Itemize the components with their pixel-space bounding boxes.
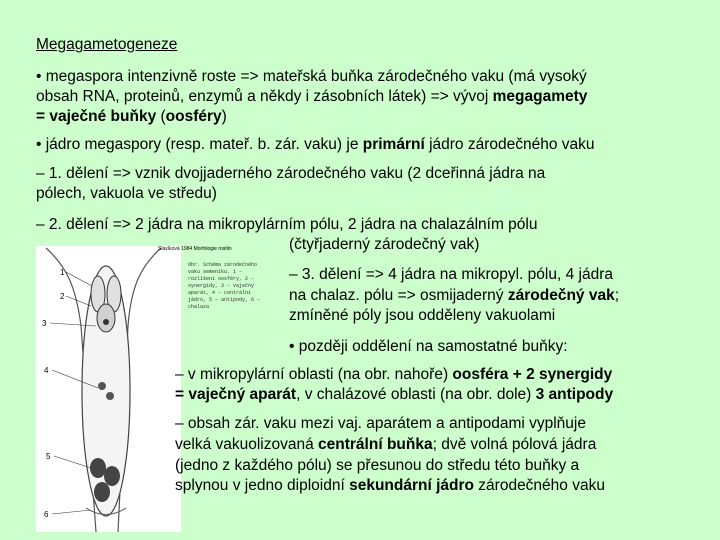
paragraph-deleni2-line1: – 2. dělení => 2 jádra na mikropylárním pólu, 2 jádra na chalazálním pólu [36, 216, 538, 233]
term-oosfera-synergidy: oosféra + 2 synergidy [452, 366, 613, 383]
text: • jádro megaspory (resp. mateř. b. zár. vaku) je [36, 136, 363, 153]
figure-label-6: 6 [44, 510, 49, 519]
figure-label-5: 5 [46, 452, 51, 461]
paragraph-obsah-line4 [175, 475, 605, 497]
figure-label-3: 3 [42, 319, 47, 328]
figure-label-1: 1 [60, 268, 65, 277]
paragraph-megaspora-line2 [36, 86, 587, 108]
paragraph-pozdeji: • později oddělení na samostatné buňky: [289, 338, 568, 355]
antipode-1 [90, 458, 106, 478]
antipode-2 [104, 466, 120, 486]
text: ) [221, 108, 227, 125]
paragraph-jadro [36, 134, 595, 156]
egg-cell [97, 304, 115, 332]
leader-line [52, 510, 91, 514]
text: ; [614, 287, 620, 304]
antipode-3 [94, 482, 110, 502]
figure-label-4: 4 [44, 366, 49, 375]
polar-nucleus-upper [98, 382, 106, 390]
text: obsah RNA, proteinů, enzymů a někdy i zásobních látek) => vývoj [36, 88, 493, 105]
figure-legend: Obr. Schéma zárodečného vaku semeníku. 1 – rozlišení oosféry, 2 – synergidy, 3 – vaječný aparát, 4 – centrální jádro, 5 – antipody, 6 – chalaza [188, 262, 261, 310]
term-primarni: primární [362, 136, 425, 153]
text: velká vakuolizovaná [175, 436, 319, 453]
page-title: Megagametogeneze [36, 36, 178, 53]
term-megagamety: megagamety [492, 88, 588, 105]
text: ( [156, 108, 166, 125]
paragraph-megaspora-line1: • megaspora intenzivně roste => mateřská buňka zárodečného vaku (má vysoký [36, 68, 587, 85]
paragraph-deleni2-line2: (čtyřjaderný zárodečný vak) [289, 236, 480, 253]
leader-line [66, 296, 91, 306]
egg-nucleus [103, 319, 109, 325]
embryo-sac-drawing [36, 246, 181, 532]
term-vajecne-bunky: = vaječné buňky [36, 108, 157, 125]
figure-label-2: 2 [60, 292, 65, 301]
term-sekundarni-jadro: sekundární jádro [349, 477, 474, 494]
paragraph-deleni1-line1: – 1. dělení => vznik dvojjaderného zárodečného vaku (2 dceřinná jádra na [36, 165, 546, 182]
paragraph-deleni1-line2: pólech, vakuola ve středu) [36, 185, 217, 202]
text: , v chalázové oblasti (na obr. dole) [296, 386, 536, 403]
paragraph-deleni3-line3: zmíněné póly jsou odděleny vakuolami [289, 307, 556, 324]
term-zarodecny-vak: zárodečný vak [507, 287, 615, 304]
text: ; dvě volná pólová jádra [432, 436, 597, 453]
text: – v mikropylární oblasti (na obr. nahoře) [175, 366, 453, 383]
term-antipody: 3 antipody [535, 386, 614, 403]
term-oosfery: oosféry [165, 108, 222, 125]
paragraph-mikropylarni-line2 [175, 384, 613, 406]
paragraph-deleni3-line2 [289, 285, 619, 307]
term-vajecny-aparat: = vaječný aparát [175, 386, 297, 403]
text: zárodečného vaku [473, 477, 605, 494]
paragraph-obsah-line2 [175, 434, 596, 456]
paragraph-megaspora-line3 [36, 106, 227, 128]
paragraph-mikropylarni-line1 [175, 364, 612, 386]
leader-line [66, 272, 92, 286]
polar-nucleus-lower [106, 392, 114, 400]
paragraph-obsah-line1: – obsah zár. vaku mezi vaj. aparátem a antipodami vyplňuje [175, 415, 586, 432]
paragraph-obsah-line3: (jedno z každého pólu) se přesunou do středu této buňky a [175, 457, 580, 474]
text: splynou v jedno diploidní [175, 477, 350, 494]
paragraph-deleni3-line1: – 3. dělení => 4 jádra na mikropyl. pólu, 4 jádra [289, 266, 613, 283]
text: jádro zárodečného vaku [424, 136, 595, 153]
term-centralni-bunka: centrální buňka [318, 436, 433, 453]
figure-caption: Slavíková 1984 Morfologie rostlin [158, 246, 232, 252]
text: na chalaz. pólu => osmijaderný [289, 287, 508, 304]
